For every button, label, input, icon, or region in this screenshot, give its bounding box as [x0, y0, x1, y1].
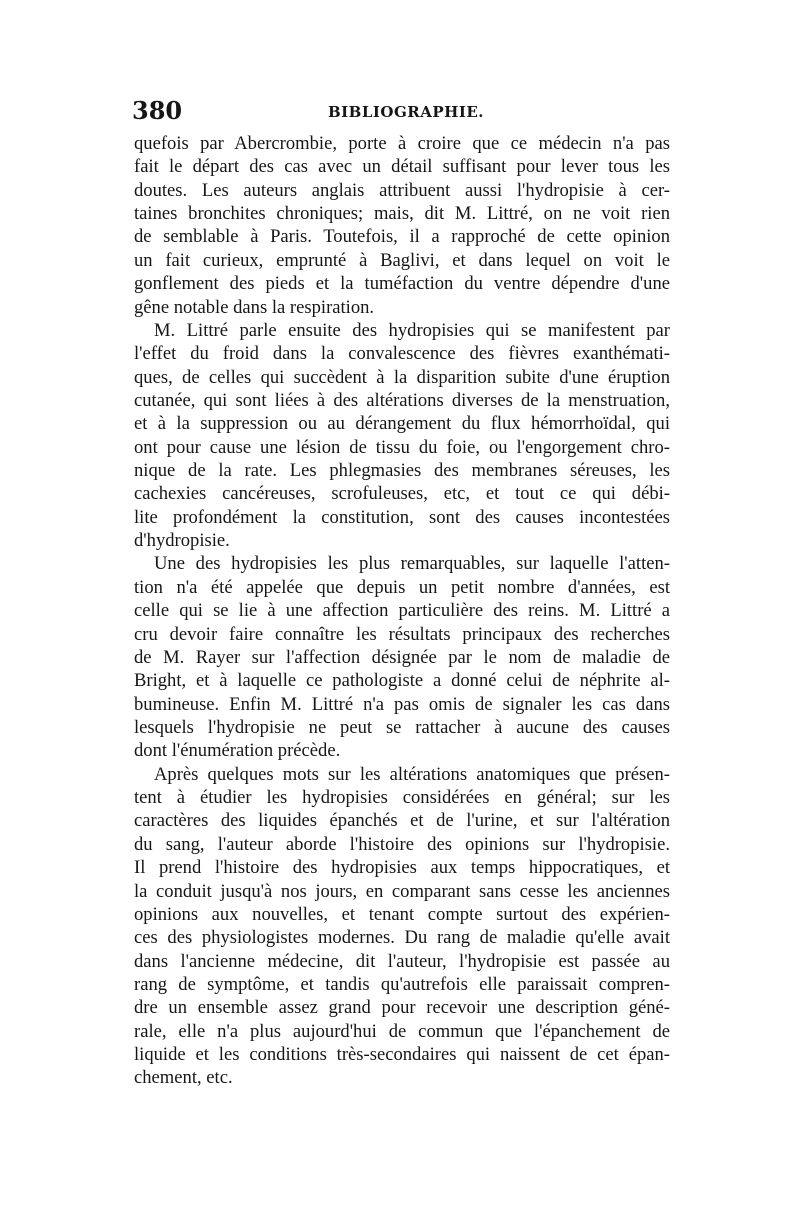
- text-line: dans l'ancienne médecine, dit l'auteur, l'hydropisie est passée au: [134, 950, 670, 972]
- text-line: la conduit jusqu'à nos jours, en comparant sans cesse les anciennes: [134, 880, 670, 902]
- text-line: lesquels l'hydropisie ne peut se rattacher à aucune des causes: [134, 716, 670, 738]
- text-line: tion n'a été appelée que depuis un petit nombre d'années, est: [134, 576, 670, 598]
- text-line: tent à étudier les hydropisies considérées en général; sur les: [134, 787, 670, 809]
- text-line: l'effet du froid dans la convalescence des fièvres exanthémati-: [134, 343, 670, 365]
- text-line: Une des hydropisies les plus remarquables, sur laquelle l'atten-: [154, 553, 670, 575]
- text-line: dre un ensemble assez grand pour recevoir une description géné-: [134, 997, 670, 1019]
- text-line: chement, etc.: [134, 1067, 233, 1089]
- text-line: cutanée, qui sont liées à des altérations diverses de la menstruation,: [134, 389, 670, 411]
- text-line: Il prend l'histoire des hydropisies aux temps hippocratiques, et: [134, 857, 670, 879]
- text-line: d'hydropisie.: [134, 530, 230, 552]
- text-line: bumineuse. Enfin M. Littré n'a pas omis de signaler les cas dans: [134, 693, 670, 715]
- text-line: du sang, l'auteur aborde l'histoire des opinions sur l'hydropisie.: [134, 833, 670, 855]
- text-line: lite profondément la constitution, sont des causes incontestées: [134, 506, 670, 528]
- text-line: doutes. Les auteurs anglais attribuent aussi l'hydropisie à cer-: [134, 179, 670, 201]
- text-line: ques, de celles qui succèdent à la disparition subite d'une éruption: [134, 366, 670, 388]
- text-line: quefois par Abercrombie, porte à croire que ce médecin n'a pas: [134, 133, 670, 154]
- text-line: gêne notable dans la respiration.: [134, 296, 375, 318]
- text-line: Après quelques mots sur les altérations anatomiques que présen-: [154, 763, 670, 785]
- text-line: nique de la rate. Les phlegmasies des membranes séreuses, les: [134, 460, 670, 482]
- text-line: M. Littré parle ensuite des hydropisies qui se manifestent par: [154, 319, 670, 341]
- text-line: gonflement des pieds et la tuméfaction du ventre dépendre d'une: [134, 273, 670, 295]
- text-line: celle qui se lie à une affection particulière des reins. M. Littré a: [134, 600, 670, 622]
- text-line: de semblable à Paris. Toutefois, il a rapproché de cette opinion: [134, 226, 670, 248]
- text-line: ces des physiologistes modernes. Du rang de maladie qu'elle avait: [134, 927, 670, 949]
- text-line: fait le départ des cas avec un détail suffisant pour lever tous les: [134, 156, 670, 178]
- text-line: et à la suppression ou au dérangement du flux hémorrhoïdal, qui: [134, 413, 670, 435]
- text-line: ont pour cause une lésion de tissu du foie, ou l'engorgement chro-: [134, 436, 670, 458]
- text-line: Bright, et à laquelle ce pathologiste a donné celui de néphrite al-: [134, 670, 670, 692]
- page-number: 380: [132, 96, 183, 125]
- text-line: liquide et les conditions très-secondaires qui naissent de cet épan-: [134, 1044, 670, 1066]
- text-line: rale, elle n'a plus aujourd'hui de commun que l'épanchement de: [134, 1020, 670, 1042]
- text-line: cru devoir faire connaître les résultats principaux des recherches: [134, 623, 670, 645]
- text-line: un fait curieux, emprunté à Baglivi, et dans lequel on voit le: [134, 249, 670, 271]
- page-header: [132, 96, 680, 126]
- running-title: BIBLIOGRAPHIE.: [327, 103, 485, 121]
- text-line: opinions aux nouvelles, et tenant compte surtout des expérien-: [134, 903, 670, 925]
- text-line: cachexies cancéreuses, scrofuleuses, etc, et tout ce qui débi-: [134, 483, 670, 505]
- text-line: dont l'énumération précède.: [134, 740, 341, 762]
- text-line: de M. Rayer sur l'affection désignée par le nom de maladie de: [134, 646, 670, 668]
- text-line: taines bronchites chroniques; mais, dit M. Littré, on ne voit rien: [134, 203, 670, 225]
- text-line: rang de symptôme, et tandis qu'autrefois elle paraissait compren-: [134, 973, 670, 995]
- body-text: [134, 132, 670, 1090]
- text-line: caractères des liquides épanchés et de l'urine, et sur l'altération: [134, 810, 670, 832]
